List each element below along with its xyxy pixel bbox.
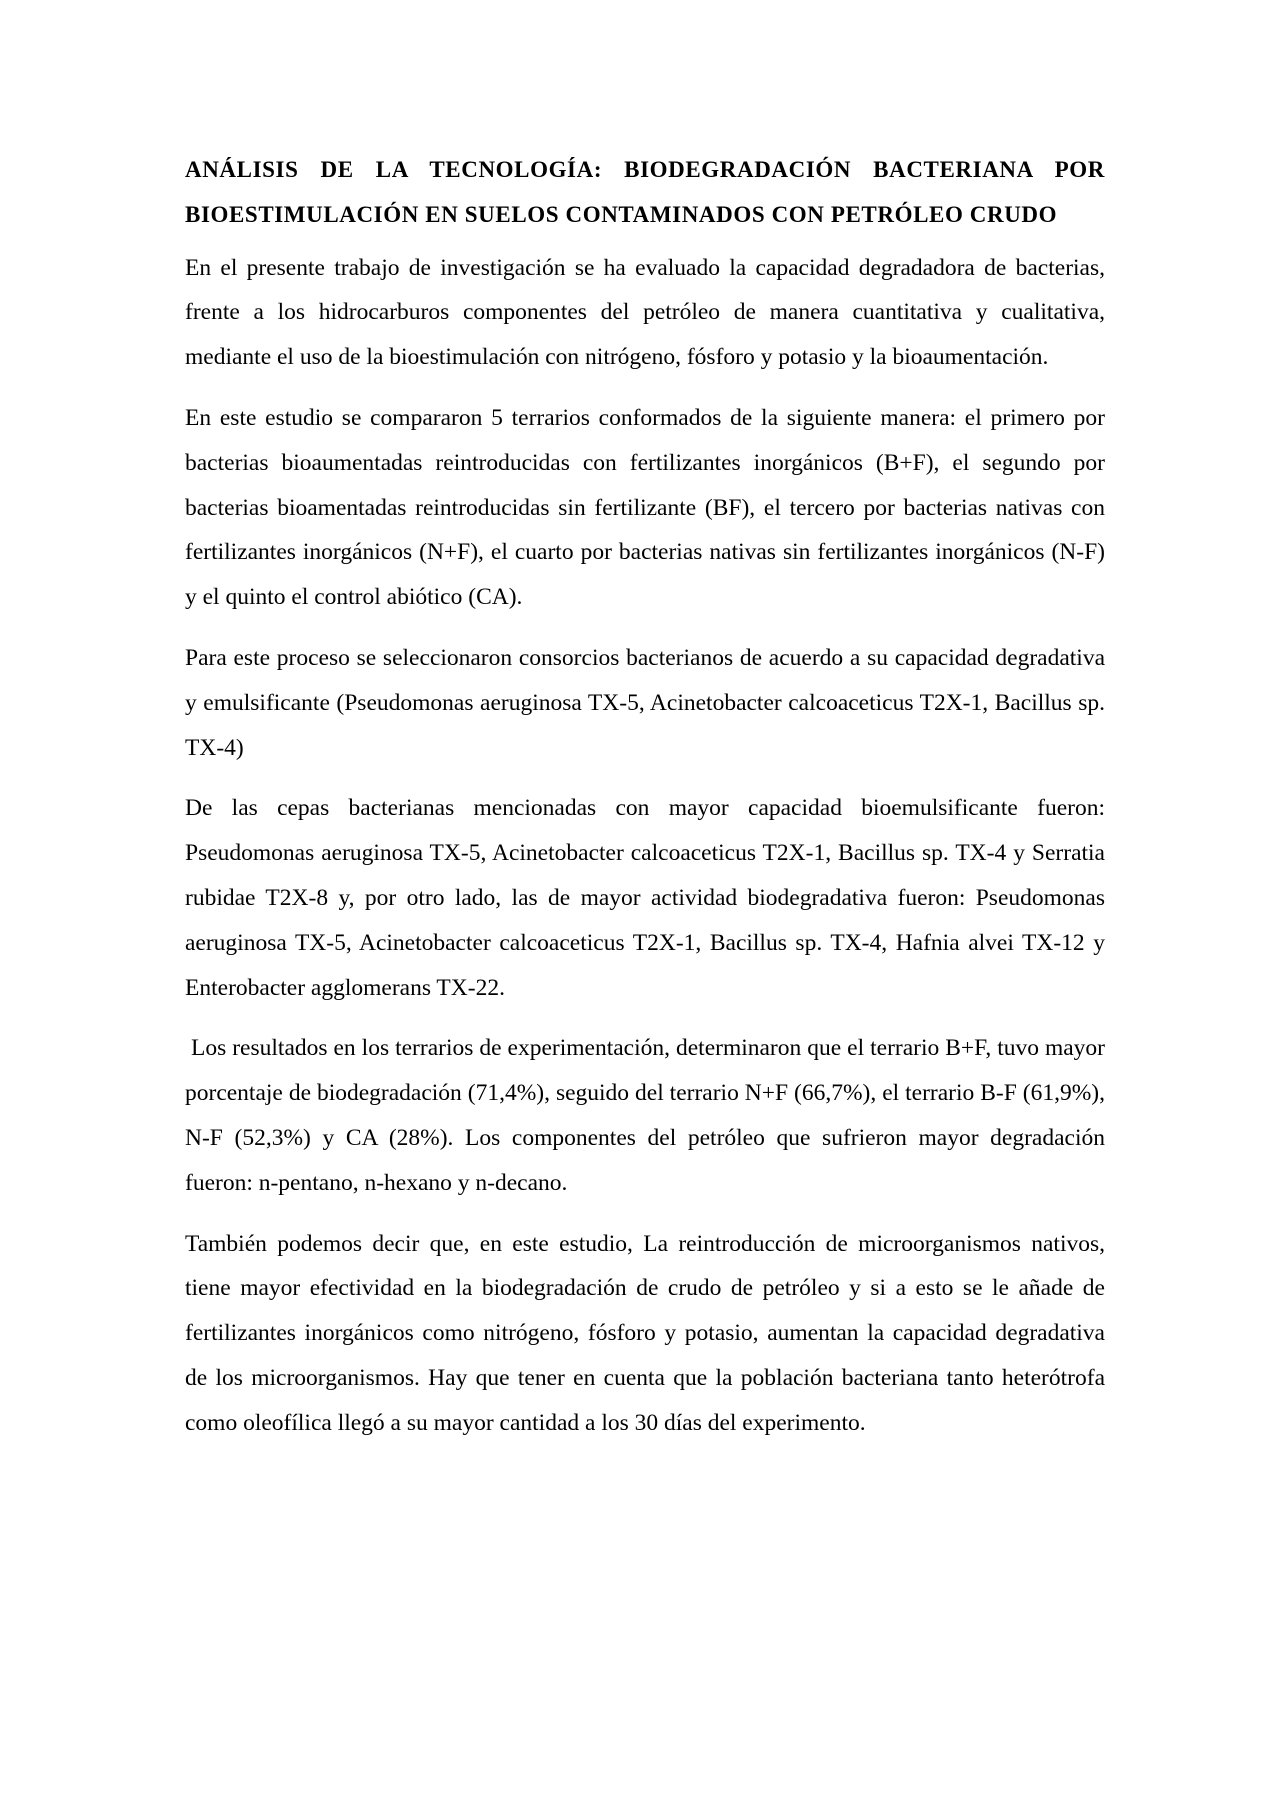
paragraph-consorcios: Para este proceso se seleccionaron consorcios bacterianos de acuerdo a su capacidad degradativa y emulsificante (Pseudomonas aeruginosa TX-5, Acinetobacter calcoaceticus T2X-1, Bacillus sp. TX-4) — [185, 644, 1105, 761]
document-title: ANÁLISIS DE LA TECNOLOGÍA: BIODEGRADACIÓN BACTERIANA POR BIOESTIMULACIÓN EN SUELOS CONTAMINADOS CON PETRÓLEO CRUDO — [185, 157, 1105, 227]
paragraph-resultados: Los resultados en los terrarios de experimentación, determinaron que el terrario B+F, tuvo mayor porcentaje de biodegradación (71,4%), seguido del terrario N+F (66,7%), el terrario B-F (61,9%), N-F (52,3%) y CA (28%). Los componentes del petróleo que sufrieron mayor degradación fueron: n-pentano, n-hexano y n-decano. — [185, 1035, 1111, 1196]
paragraph-cepas: De las cepas bacterianas mencionadas con mayor capacidad bioemulsificante fueron: Pseudomonas aeruginosa TX-5, Acinetobacter calcoaceticus T2X-1, Bacillus sp. TX-4 y Serratia rubidae T2X-8 y, por otro lado, las de mayor actividad biodegradativa fueron: Pseudomonas aeruginosa TX-5, Acinetobacter calcoaceticus T2X-1, Bacillus sp. TX-4, Hafnia alvei TX-12 y Enterobacter agglomerans TX-22. — [185, 795, 1105, 1001]
paragraph-intro: En el presente trabajo de investigación se ha evaluado la capacidad degradadora de bacterias, frente a los hidrocarburos componentes del petróleo de manera cuantitativa y cualitativa, mediante el uso de la bioestimulación con nitrógeno, fósforo y potasio y la bioaumentación. — [185, 254, 1105, 371]
paragraph-conclusion: También podemos decir que, en este estudio, La reintroducción de microorganismos nativos, tiene mayor efectividad en la biodegradación de crudo de petróleo y si a esto se le añade de fertilizantes inorgánicos como nitrógeno, fósforo y potasio, aumentan la capacidad degradativa de los microorganismos. Hay que tener en cuenta que la población bacteriana tanto heterótrofa como oleofílica llegó a su mayor cantidad a los 30 días del experimento. — [185, 1230, 1105, 1436]
paragraph-terrarios: En este estudio se compararon 5 terrarios conformados de la siguiente manera: el primero por bacterias bioaumentadas reintroducidas con fertilizantes inorgánicos (B+F), el segundo por bacterias bioamentadas reintroducidas sin fertilizante (BF), el tercero por bacterias nativas con fertilizantes inorgánicos (N+F), el cuarto por bacterias nativas sin fertilizantes inorgánicos (N-F) y el quinto el control abiótico (CA). — [185, 404, 1105, 611]
document-body — [185, 148, 1111, 1462]
